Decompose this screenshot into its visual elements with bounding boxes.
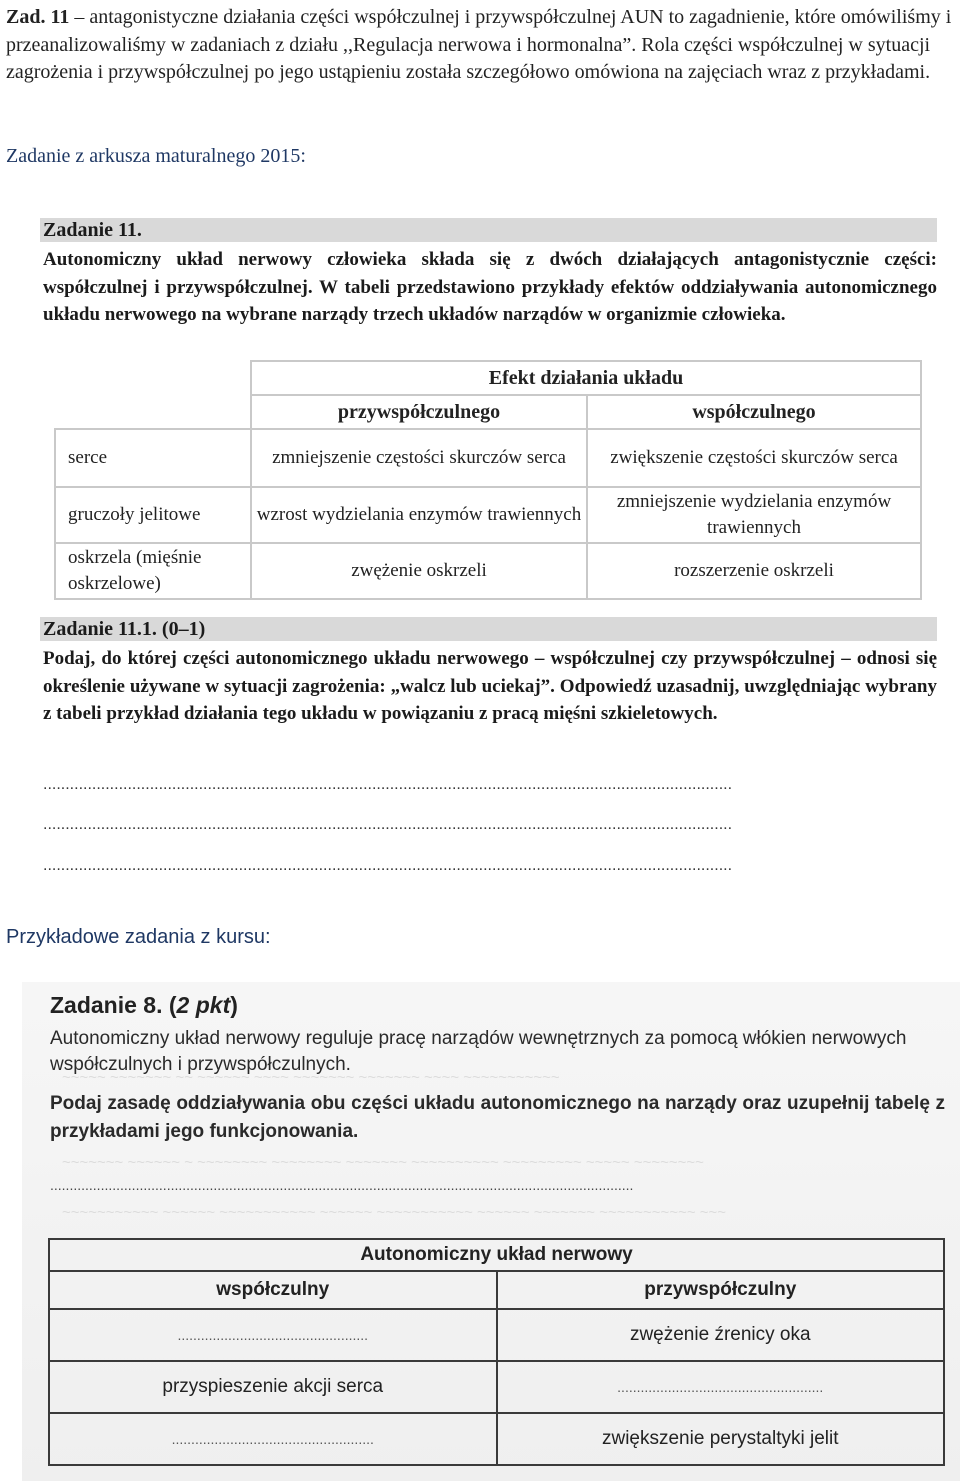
parasympathetic-effect: zmniejszenie częstości skurczów serca [251, 429, 587, 487]
parasympathetic-effect: wzrost wydzielania enzymów trawiennych [251, 487, 587, 543]
column-header-parasympathetic: przywspółczulnego [251, 395, 587, 429]
table-cell: zwężenie źrenicy oka [497, 1309, 945, 1361]
column-header-sympathetic: współczulnego [587, 395, 921, 429]
intro-paragraph [6, 4, 956, 87]
task-label: Zad. 11 [6, 6, 70, 28]
table-row [49, 1361, 944, 1413]
answer-line[interactable]: ........................................................................................................................................................... [43, 776, 733, 793]
course-task-intro: Autonomiczny układ nerwowy reguluje pracę narządów wewnętrznych za pomocą włókien nerwowych współczulnych i przywspółczulnych. [50, 1028, 907, 1075]
bleed-through-text: ~~~~~~~ ~~~~~~ ~ ~~~~~~~~ ~~~~~~~~ ~~~~~~~ ~~~~~~~~~~ ~~~~~~~~~ ~~~~~ ~~~~~~~~ [62, 1154, 704, 1171]
answer-blank[interactable]: ................................................. [49, 1309, 497, 1361]
table-row [49, 1309, 944, 1361]
table-row [55, 487, 921, 543]
exam-task-stem: Autonomiczny układ nerwowy człowieka składa się z dwóch działających antagonistycznie części: współczulnej i przywspółczulnej. W tabeli przedstawiono przykłady efektów oddziaływania autonomicznego układu nerwowego na wybrane narządy trzech układów narządów w organizmie człowieka. [43, 249, 937, 325]
answer-blank[interactable]: .................................................... [49, 1413, 497, 1465]
exam-scan [40, 218, 937, 329]
table-row [55, 543, 921, 599]
answer-line[interactable]: ...................................................................................................................................................... [50, 1177, 634, 1193]
table-cell: zwiększenie perystaltyki jelit [497, 1413, 945, 1465]
organ-cell: gruczoły jelitowe [55, 487, 251, 543]
intro-text: – antagonistyczne działania części współczulnej i przywspółczulnej AUN to zagadnienie, które omówiliśmy i przeanalizowaliśmy w zadaniach z działu ,,Regulacja nerwowa i hormonalna”. Rola części współczulnej w sytuacji zagrożenia i przywspółczulnej po jego ustąpieniu została szczegółowo omówiona na zajęciach wraz z przykładami. [6, 6, 952, 83]
organ-cell: oskrzela (mięśnie oskrzelowe) [55, 543, 251, 599]
subtask-title: Zadanie 11.1. (0–1) [40, 617, 937, 641]
autonomic-table [48, 1238, 945, 1466]
sympathetic-effect: zmniejszenie wydzielania enzymów trawiennych [587, 487, 921, 543]
table-row [49, 1413, 944, 1465]
sympathetic-effect: zwiększenie częstości skurczów serca [587, 429, 921, 487]
course-examples-heading: Przykładowe zadania z kursu: [6, 926, 271, 948]
table-header: Efekt działania układu [251, 361, 921, 395]
organ-cell: serce [55, 429, 251, 487]
parasympathetic-effect: zwężenie oskrzeli [251, 543, 587, 599]
table-corner [55, 361, 251, 395]
sympathetic-effect: rozszerzenie oskrzeli [587, 543, 921, 599]
subtask-question: Podaj, do której części autonomicznego układu nerwowego – współczulnej czy przywspółczulnej – odnosi się określenie używane w sytuacji zagrożenia: „walcz lub uciekaj”. Odpowiedź uzasadnij, uwzględniając wybrany z tabeli przykład działania tego układu w powiązaniu z pracą mięśni szkieletowych. [43, 648, 937, 724]
bleed-through-text: ~~~~~ ~~~~~~~ ~~ ~~~~~~ ~~~~ ~~~~~~~ ~~~~~~~ ~~~~ ~~~~~~~~~~~ [62, 1069, 560, 1086]
effects-table [54, 360, 922, 600]
exam-source-heading: Zadanie z arkusza maturalnego 2015: [6, 145, 306, 167]
table-header: Autonomiczny układ nerwowy [49, 1239, 944, 1271]
table-cell: przyspieszenie akcji serca [49, 1361, 497, 1413]
table-row [55, 429, 921, 487]
column-header-sympathetic: współczulny [49, 1271, 497, 1309]
answer-line[interactable]: ........................................................................................................................................................... [43, 857, 733, 874]
course-task-instruction: Podaj zasadę oddziaływania obu części układu autonomicznego na narządy oraz uzupełnij tabelę z przykładami jego funkcjonowania. [50, 1093, 945, 1142]
answer-blank[interactable]: ..................................................... [497, 1361, 945, 1413]
table-corner [55, 395, 251, 429]
bleed-through-text: ~~~~~~~~~~~ ~~~~~~ ~~~~~~~~~~~ ~~~~~~ ~~~~~~~~~~~ ~~~~~~ ~~~~~~~ ~~~~~~~~~~~ ~~~ [62, 1204, 727, 1221]
answer-line[interactable]: ........................................................................................................................................................... [43, 816, 733, 833]
course-task-title: Zadanie 8. (2 pkt) [50, 992, 238, 1018]
column-header-parasympathetic: przywspółczulny [497, 1271, 945, 1309]
exam-task-title: Zadanie 11. [40, 218, 937, 242]
